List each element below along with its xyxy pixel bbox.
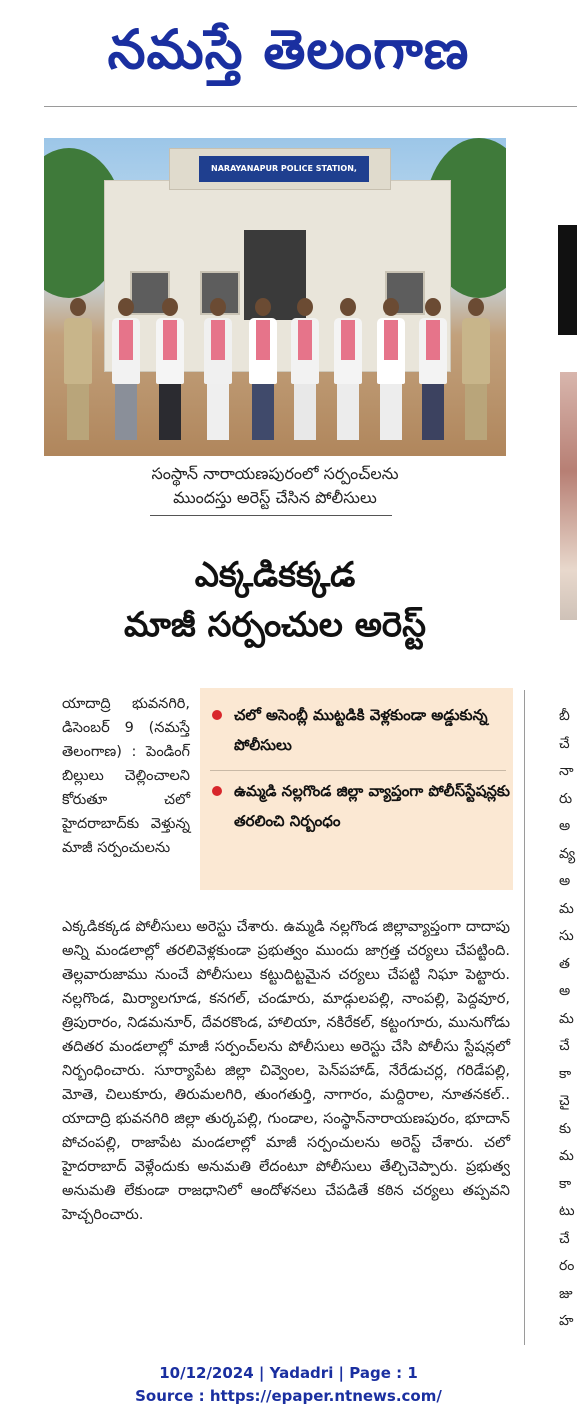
adjacent-text-fragment: రం [559,1258,575,1274]
highlight-divider [210,770,506,771]
footer [0,1362,577,1408]
station-sign: NARAYANAPUR POLICE STATION, [199,156,369,182]
caption-line: ముందస్తు అరెస్ట్ చేసిన పోలీసులు [173,488,377,507]
adjacent-text-fragment: మ [559,1010,574,1027]
highlights-box [200,688,513,890]
adjacent-text-fragment: హ [559,1313,574,1329]
person [156,298,184,440]
adjacent-text-fragment: చై [559,1093,570,1109]
person [291,298,319,440]
photo-caption [44,462,506,510]
caption-divider [150,515,392,516]
headline-line: మాజీ సర్పంచుల అరెస్ట్ [124,605,426,645]
adjacent-text-fragment: చే [559,1230,570,1247]
bullet-icon [212,786,222,796]
adjacent-text-fragment: వ్య [559,845,576,862]
adjacent-photo-fragment [560,372,577,620]
adjacent-text-fragment: అ [559,873,571,889]
adjacent-text-fragment: జు [559,1285,573,1302]
newspaper-title: నమస్తే తెలంగాణ [107,18,470,81]
masthead-divider [44,106,577,107]
adjacent-text-fragment: అ [559,818,571,834]
person [112,298,140,440]
article-intro: యాదాద్రి భువనగిరి, డిసెంబర్ 9 (నమస్తే తెలంగాణ) : పెండింగ్ బిల్లులు చెల్లించాలని కోరుతూ చలో హైదరాబాద్‌కు వెళ్తున్న మాజీ సర్పంచులను [62,696,190,856]
adjacent-text-fragment: మ [559,900,574,917]
news-photo [44,138,506,456]
highlight-item: చలో అసెంబ్లీ ముట్టడికి వెళ్లకుండా అడ్డుకున్న పోలీసులు [214,700,510,760]
person [462,298,490,440]
footer-source: Source : https://epaper.ntnews.com/ [135,1387,442,1405]
headline-line: ఎక్కడికక్కడ [194,555,356,595]
person [249,298,277,440]
person [204,298,232,440]
adjacent-text-fragment: టు [559,1203,575,1219]
adjacent-headline-fragment [558,225,577,335]
adjacent-text-fragment: కు [559,1120,572,1137]
adjacent-text-fragment: చే [559,735,570,752]
highlight-item: ఉమ్మడి నల్లగొండ జిల్లా వ్యాప్తంగా పోలీస్‌స్టేషన్లకు తరలించి నిర్బంధం [214,776,510,836]
adjacent-text-fragment: రు [559,790,573,807]
adjacent-text-fragment: నా [559,763,574,779]
column-divider [524,690,525,1345]
adjacent-text-fragment: బీ [559,708,570,724]
caption-line: సంస్థాన్ నారాయణపురంలో సర్పంచ్‌లను [151,464,399,483]
adjacent-text-fragment: అ [559,983,571,999]
masthead [0,0,577,100]
adjacent-text-fragment: సు [559,928,574,944]
adjacent-text-fragment: చే [559,1038,570,1054]
person [334,298,362,440]
person [64,298,92,440]
bullet-icon [212,710,222,720]
adjacent-text-fragment: త [559,955,570,972]
adjacent-text-fragment: కా [559,1175,572,1192]
footer-edition: 10/12/2024 | Yadadri | Page : 1 [159,1364,418,1382]
person [377,298,405,440]
person [419,298,447,440]
adjacent-text-fragment: మ [559,1148,574,1164]
article-body: ఎక్కడికక్కడ పోలీసులు అరెస్టు చేశారు. ఉమ్మడి నల్లగొండ జిల్లావ్యాప్తంగా దాదాపు అన్ని మండలాల్లో తరలివెళ్లకుండా ప్రభుత్వం ముందు జాగ్రత్త చర్యలు చేపట్టింది. తెల్లవారుజాము నుంచే పోలీసులు కట్టుదిట్టమైన చర్యలు చేపట్టి నిఘా పెట్టారు. నల్లగొండ, మిర్యాలగూడ, కనగల్, చండూరు, మాడ్గులపల్లి, నాంపల్లి, పెద్దవూర, త్రిపురారం, నిడమనూర్, దేవరకొండ, హాలియా, నకిరేకల్, కట్టంగూరు, మునుగోడు తదితర మండలాల్లో మాజీ సర్పంచ్‌లను పోలీసులు అరెస్టు చేసి పోలీసు స్టేషన్లలో నిర్బంధించారు. సూర్యాపేట జిల్లా చివ్వెంల, పెన్‌పహాడ్, నేరేడుచర్ల, గరిడేపల్లి, మోతె, చిలుకూరు, తిరుమలగిరి, తుంగతుర్తి, నాగారం, మద్దిరాల, నూతనకల్.. యాదాద్రి భువనగిరి జిల్లా తుర్కపల్లి, గుండాల, సంస్థాన్‌నారాయణపురం, భూదాన్ పోచంపల్లి, రాజాపేట మండలాల్లో మాజీ సర్పంచులను అరెస్ట్ చేశారు. చలో హైదరాబాద్ వెళ్లేందుకు అనుమతి లేదంటూ పోలీసులు తేల్చిచెప్పారు. ప్రభుత్వ అనుమతి లేకుండా రాజధానిలో ఆందోళనలు చేపడితే కఠిన చర్యలు తప్పవని హెచ్చరించారు. [62,919,510,1223]
adjacent-text-fragment: కా [559,1065,572,1082]
headline [44,550,506,650]
